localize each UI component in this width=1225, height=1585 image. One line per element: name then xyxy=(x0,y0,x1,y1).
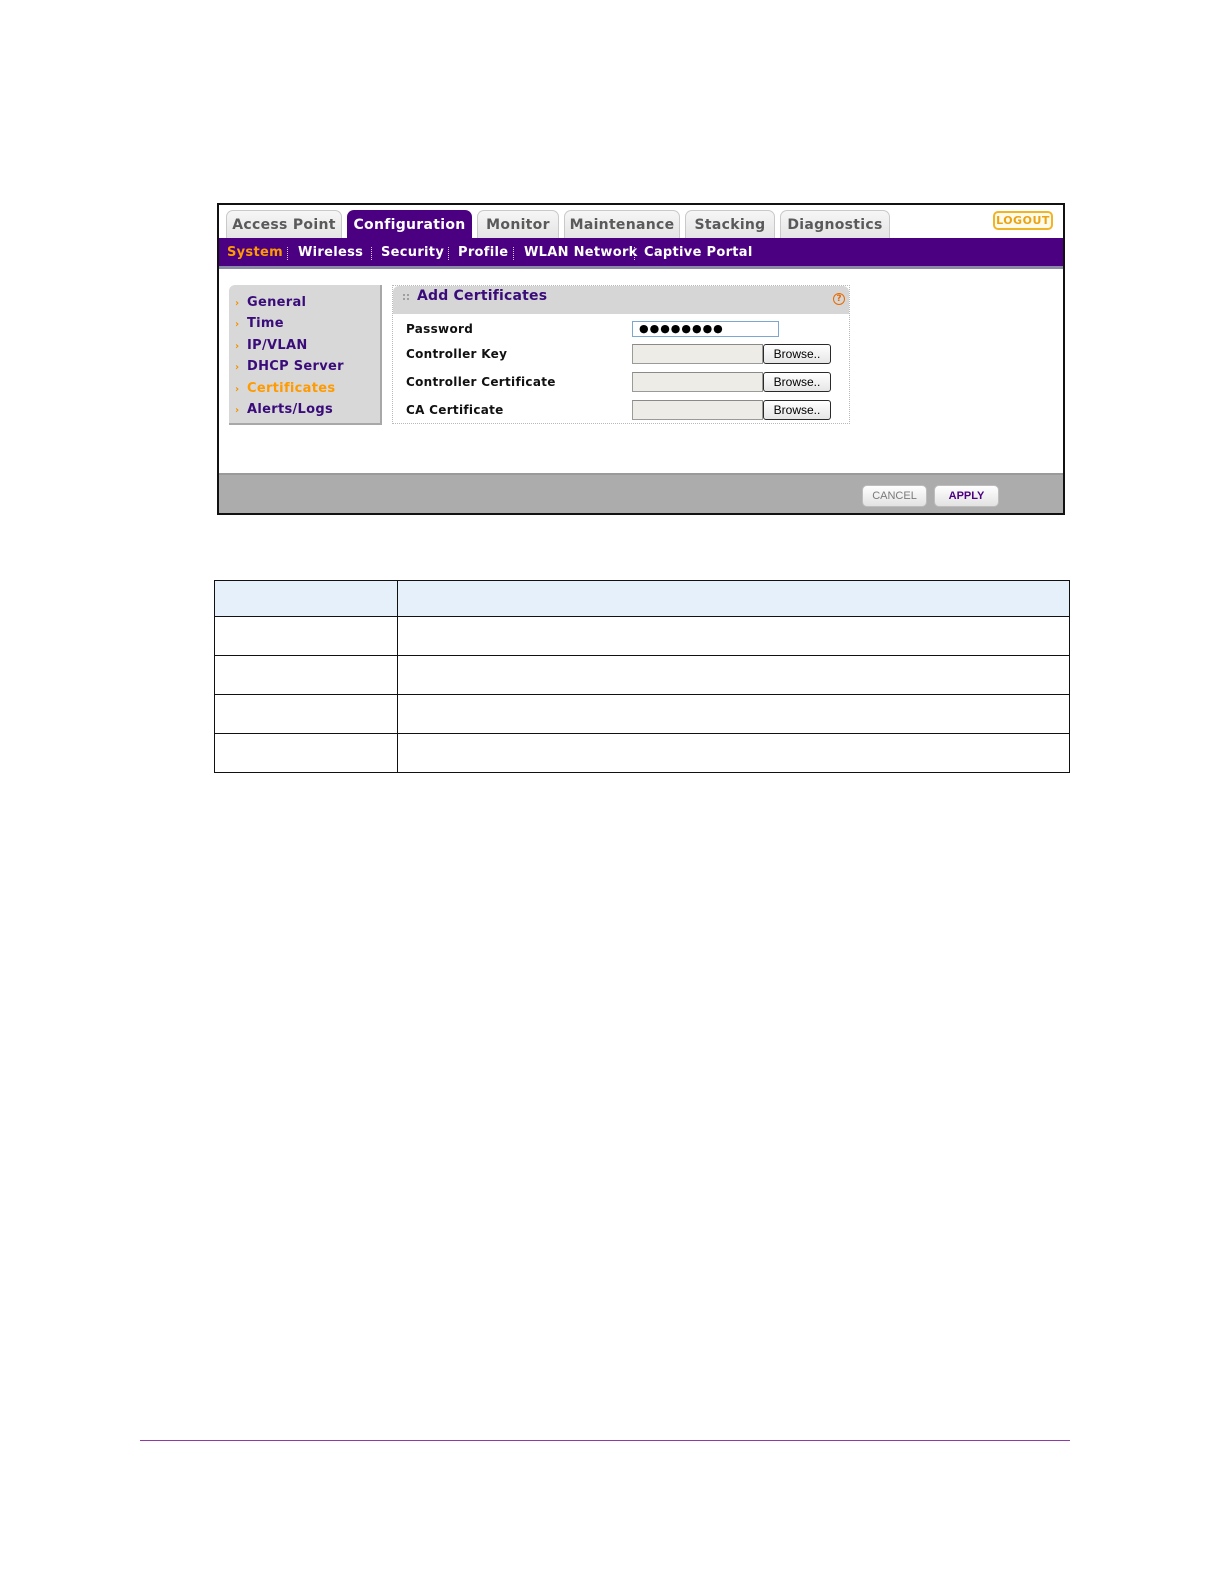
chevron-right-icon: › xyxy=(235,362,240,373)
table-row xyxy=(215,656,1070,695)
table-cell xyxy=(215,656,398,695)
table-cell xyxy=(398,617,1070,656)
controller-certificate-label: Controller Certificate xyxy=(406,375,556,389)
chevron-right-icon: › xyxy=(235,298,240,309)
side-item-label: Time xyxy=(247,316,284,331)
side-menu xyxy=(229,285,382,425)
chevron-right-icon: › xyxy=(235,384,240,395)
side-item-label: DHCP Server xyxy=(247,359,344,374)
side-item-general[interactable] xyxy=(235,295,306,310)
table-cell xyxy=(398,695,1070,734)
controller-certificate-file-field[interactable] xyxy=(632,372,763,392)
table-cell xyxy=(398,656,1070,695)
tab-monitor[interactable]: Monitor xyxy=(477,210,559,238)
side-item-label: Alerts/Logs xyxy=(247,402,334,417)
apply-button[interactable]: APPLY xyxy=(934,485,999,507)
side-item-label: General xyxy=(247,295,307,310)
table-cell xyxy=(215,617,398,656)
drag-grip-icon xyxy=(402,293,409,301)
table-header-row xyxy=(215,581,1070,617)
tab-diagnostics[interactable]: Diagnostics xyxy=(780,210,890,238)
subnav-separator xyxy=(634,247,635,260)
side-item-ip-vlan[interactable] xyxy=(235,338,308,353)
table-row xyxy=(215,695,1070,734)
add-certificates-panel xyxy=(392,285,850,424)
password-label: Password xyxy=(406,322,474,336)
side-item-label: IP/VLAN xyxy=(247,338,308,353)
table-header-cell xyxy=(215,581,398,617)
tab-configuration[interactable]: Configuration xyxy=(347,210,472,238)
subnav-wireless[interactable]: Wireless xyxy=(298,245,364,260)
tab-stacking[interactable]: Stacking xyxy=(685,210,775,238)
tab-bar xyxy=(219,205,1063,238)
table-row xyxy=(215,734,1070,773)
help-icon[interactable]: ? xyxy=(833,293,845,305)
table-cell xyxy=(398,734,1070,773)
subnav-profile[interactable]: Profile xyxy=(458,245,509,260)
cancel-button[interactable]: CANCEL xyxy=(862,485,927,507)
panel-header xyxy=(393,286,849,314)
subnav-separator xyxy=(371,247,372,260)
tab-access-point[interactable]: Access Point xyxy=(226,210,342,238)
password-field[interactable]: ●●●●●●●● xyxy=(632,321,779,337)
tab-maintenance[interactable]: Maintenance xyxy=(564,210,680,238)
ca-certificate-label: CA Certificate xyxy=(406,403,504,417)
panel-title: Add Certificates xyxy=(417,288,548,304)
subnav-captive-portal[interactable]: Captive Portal xyxy=(644,245,753,260)
settings-description-table xyxy=(214,580,1070,773)
subnav-separator xyxy=(448,247,449,260)
subnav-system[interactable]: System xyxy=(227,245,283,260)
subnav-wlan-network[interactable]: WLAN Network xyxy=(524,245,638,260)
chevron-right-icon: › xyxy=(235,405,240,416)
subnav-separator xyxy=(513,247,514,260)
ca-certificate-browse-button[interactable]: Browse.. xyxy=(763,400,831,420)
controller-certificate-browse-button[interactable]: Browse.. xyxy=(763,372,831,392)
side-item-time[interactable] xyxy=(235,316,284,331)
table-cell xyxy=(215,734,398,773)
chevron-right-icon: › xyxy=(235,341,240,352)
table-cell xyxy=(215,695,398,734)
screenshot-frame xyxy=(217,203,1065,515)
table-row xyxy=(215,617,1070,656)
chevron-right-icon: › xyxy=(235,319,240,330)
controller-key-label: Controller Key xyxy=(406,347,508,361)
footer-bar xyxy=(219,473,1063,513)
subnav-security[interactable]: Security xyxy=(381,245,445,260)
side-item-label: Certificates xyxy=(247,381,336,396)
side-item-dhcp-server[interactable] xyxy=(235,359,344,374)
footer-divider xyxy=(140,1440,1070,1441)
ca-certificate-file-field[interactable] xyxy=(632,400,763,420)
controller-key-file-field[interactable] xyxy=(632,344,763,364)
side-item-certificates[interactable] xyxy=(235,381,335,396)
side-item-alerts-logs[interactable] xyxy=(235,402,333,417)
subnav-separator xyxy=(287,247,288,260)
logout-button[interactable]: LOGOUT xyxy=(993,211,1053,230)
controller-key-browse-button[interactable]: Browse.. xyxy=(763,344,831,364)
table-header-cell xyxy=(398,581,1070,617)
sub-navigation xyxy=(219,238,1063,269)
